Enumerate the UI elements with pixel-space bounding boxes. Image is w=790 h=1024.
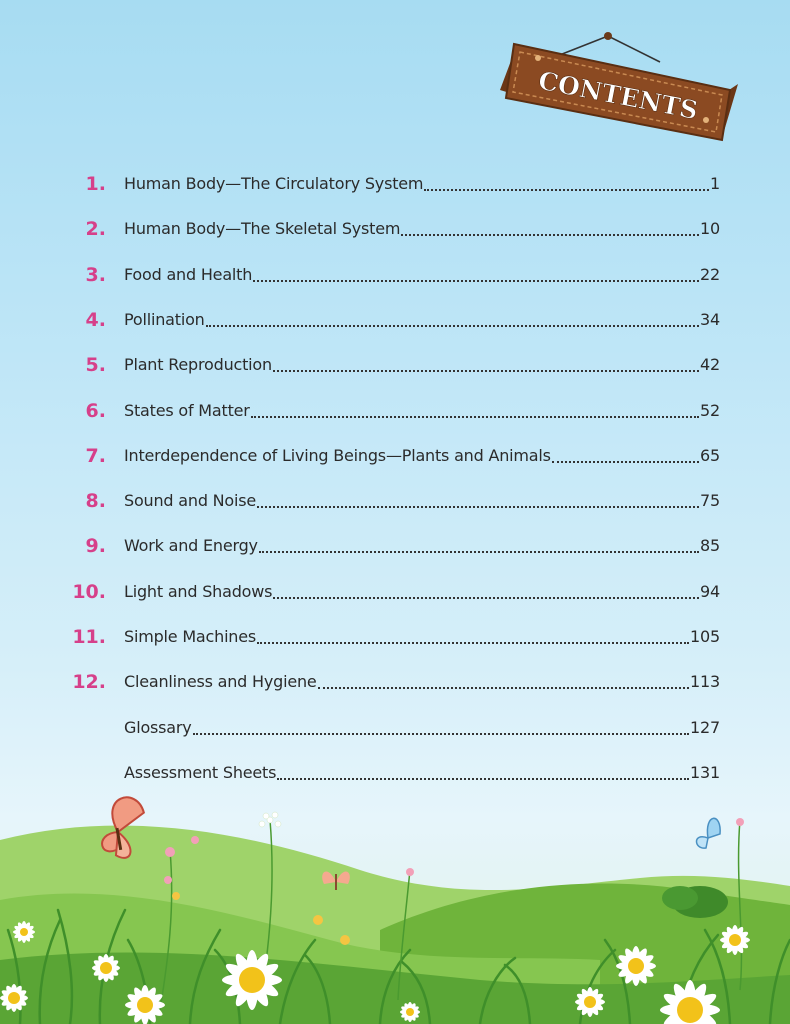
toc-entry bbox=[124, 712, 720, 744]
toc-row[interactable] bbox=[0, 349, 790, 381]
dot-leader bbox=[253, 279, 699, 282]
chapter-title: Plant Reproduction bbox=[124, 355, 272, 375]
meadow-illustration bbox=[0, 790, 790, 1024]
chapter-number: 9. bbox=[85, 535, 106, 558]
page-number: 22 bbox=[700, 264, 720, 284]
chapter-title: Light and Shadows bbox=[124, 581, 273, 601]
toc-entry bbox=[124, 168, 720, 200]
chapter-title: Work and Energy bbox=[124, 536, 258, 556]
chapter-number: 10. bbox=[72, 580, 106, 603]
page-number: 34 bbox=[700, 309, 720, 329]
wooden-sign-icon bbox=[490, 28, 750, 148]
toc-row[interactable] bbox=[0, 395, 790, 427]
dot-leader bbox=[424, 188, 709, 191]
dot-leader bbox=[318, 686, 689, 689]
page-number: 52 bbox=[700, 400, 720, 420]
chapter-title: Cleanliness and Hygiene bbox=[124, 672, 317, 692]
page-number: 94 bbox=[700, 581, 720, 601]
toc-entry bbox=[124, 259, 720, 291]
toc-row[interactable] bbox=[0, 530, 790, 562]
toc-entry bbox=[124, 349, 720, 381]
page-number: 131 bbox=[690, 762, 720, 782]
toc-row[interactable] bbox=[0, 576, 790, 608]
toc-row[interactable] bbox=[0, 621, 790, 653]
chapter-title: States of Matter bbox=[124, 400, 250, 420]
dot-leader bbox=[193, 732, 689, 735]
chapter-number: 3. bbox=[85, 263, 106, 286]
chapter-title: Pollination bbox=[124, 309, 205, 329]
chapter-number: 8. bbox=[85, 490, 106, 513]
chapter-title: Food and Health bbox=[124, 264, 253, 284]
toc-entry bbox=[124, 304, 720, 336]
page-number: 65 bbox=[700, 445, 720, 465]
toc-entry bbox=[124, 395, 720, 427]
toc-entry bbox=[124, 757, 720, 789]
dot-leader bbox=[273, 596, 699, 599]
page-number: 42 bbox=[700, 355, 720, 375]
chapter-number: 2. bbox=[85, 218, 106, 241]
chapter-number: 6. bbox=[85, 399, 106, 422]
chapter-number: 11. bbox=[72, 626, 106, 648]
chapter-number: 5. bbox=[85, 354, 106, 377]
contents-title: CONTENTS bbox=[535, 65, 701, 126]
page-number: 75 bbox=[700, 491, 720, 511]
dot-leader bbox=[257, 505, 699, 508]
page-number: 1 bbox=[710, 174, 720, 193]
chapter-title: Glossary bbox=[124, 717, 192, 737]
dot-leader bbox=[273, 369, 699, 372]
toc-entry bbox=[124, 576, 720, 608]
toc-row[interactable] bbox=[0, 712, 790, 744]
chapter-title: Sound and Noise bbox=[124, 491, 257, 511]
chapter-number: 1. bbox=[85, 173, 106, 195]
dot-leader bbox=[251, 415, 699, 418]
page-number: 85 bbox=[700, 536, 720, 556]
dot-leader bbox=[259, 550, 699, 553]
dot-leader bbox=[401, 233, 699, 236]
toc-row[interactable] bbox=[0, 213, 790, 245]
page-number: 10 bbox=[700, 219, 720, 239]
toc-entry bbox=[124, 213, 720, 245]
chapter-title: Assessment Sheets bbox=[124, 762, 277, 782]
toc-row[interactable] bbox=[0, 259, 790, 291]
chapter-number: 12. bbox=[72, 671, 106, 694]
chapter-number: 4. bbox=[85, 308, 106, 331]
toc-entry bbox=[124, 485, 720, 517]
toc-row[interactable] bbox=[0, 168, 790, 200]
toc-entry bbox=[124, 621, 720, 653]
page-number: 113 bbox=[690, 672, 720, 692]
toc-entry bbox=[124, 440, 720, 472]
toc-entry bbox=[124, 666, 720, 698]
chapter-number: 7. bbox=[85, 444, 106, 467]
dot-leader bbox=[552, 460, 699, 463]
dot-leader bbox=[206, 324, 699, 327]
toc-row[interactable] bbox=[0, 666, 790, 698]
chapter-title: Human Body—The Skeletal System bbox=[124, 219, 401, 239]
toc-entry bbox=[124, 530, 720, 562]
toc-row[interactable] bbox=[0, 304, 790, 336]
dot-leader bbox=[277, 777, 689, 780]
toc-row[interactable] bbox=[0, 485, 790, 517]
page-number: 127 bbox=[690, 717, 720, 737]
chapter-title: Human Body—The Circulatory System bbox=[124, 174, 424, 193]
toc-row[interactable] bbox=[0, 440, 790, 472]
toc-row[interactable] bbox=[0, 757, 790, 789]
page-number: 105 bbox=[690, 627, 720, 646]
dot-leader bbox=[257, 641, 689, 644]
chapter-title: Interdependence of Living Beings—Plants and Animals bbox=[124, 445, 551, 465]
chapter-title: Simple Machines bbox=[124, 627, 257, 646]
